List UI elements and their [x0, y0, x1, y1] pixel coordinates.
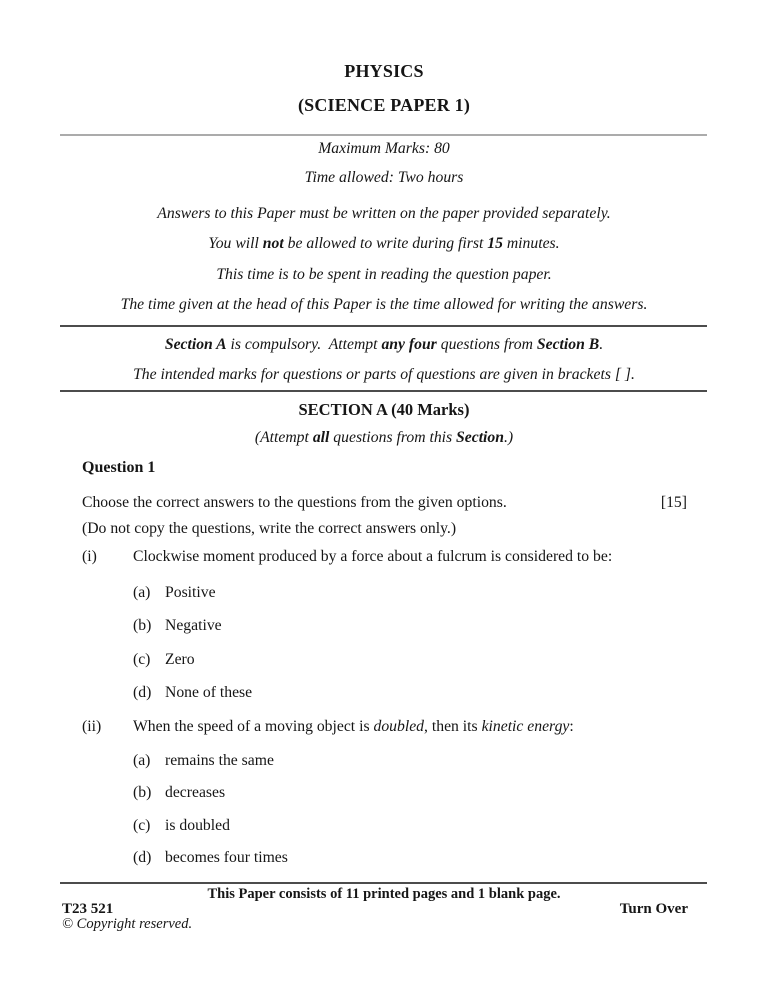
option-ii-a-text: remains the same: [165, 752, 274, 769]
option-ii-b-text: decreases: [165, 784, 226, 801]
divider-preamble: [60, 325, 707, 327]
section-a-heading: SECTION A (40 Marks): [298, 400, 470, 419]
option-ii-d-text: becomes four times: [165, 849, 288, 866]
option-ii-b-label: (b): [133, 784, 152, 801]
preamble-line-time-head: The time given at the head of this Paper is the time allowed for writing the answers.: [120, 296, 648, 313]
rule-line-brackets: The intended marks for questions or parts of questions are given in brackets [ ].: [133, 366, 635, 383]
question-1-heading: Question 1: [82, 459, 156, 476]
subquestion-i-text: Clockwise moment produced by a force about a fulcrum is considered to be:: [133, 548, 613, 565]
option-i-b-label: (b): [133, 617, 152, 634]
option-ii-a-label: (a): [133, 752, 151, 769]
divider-footer: [60, 882, 707, 884]
option-ii-c-label: (c): [133, 817, 151, 834]
paper-code: T23 521: [62, 901, 114, 917]
question-1-note: (Do not copy the questions, write the correct answers only.): [82, 520, 457, 537]
preamble-line-answers: Answers to this Paper must be written on the paper provided separately.: [157, 205, 611, 222]
paper-subtitle: (SCIENCE PAPER 1): [297, 95, 471, 115]
preamble-line-time-allowed: Time allowed: Two hours: [304, 169, 464, 186]
option-ii-c-text: is doubled: [165, 817, 230, 834]
subquestion-ii-number: (ii): [82, 718, 102, 735]
option-ii-d-label: (d): [133, 849, 152, 866]
question-1-marks: [15]: [660, 494, 687, 511]
divider-header: [60, 134, 707, 136]
subquestion-ii-text: When the speed of a moving object is doubled, then its kinetic energy:: [133, 718, 574, 735]
rule-line-sections: Section A is compulsory. Attempt any four questions from Section B.: [164, 336, 604, 353]
subquestion-i-number: (i): [82, 548, 97, 565]
preamble-line-max-marks: Maximum Marks: 80: [318, 140, 450, 157]
option-i-c-label: (c): [133, 651, 151, 668]
copyright-notice: © Copyright reserved.: [62, 916, 193, 932]
divider-rules: [60, 390, 707, 392]
option-i-a-label: (a): [133, 584, 151, 601]
footer-pages-note: This Paper consists of 11 printed pages and 1 blank page.: [207, 886, 561, 902]
section-a-note: (Attempt all questions from this Section.): [254, 429, 514, 446]
turn-over-label: Turn Over: [619, 901, 688, 917]
question-1-instruction: Choose the correct answers to the questions from the given options.: [82, 494, 507, 511]
option-i-b-text: Negative: [165, 617, 222, 634]
preamble-line-first-15: You will not be allowed to write during first 15 minutes.: [208, 235, 560, 252]
option-i-c-text: Zero: [165, 651, 195, 668]
option-i-d-text: None of these: [165, 684, 253, 701]
option-i-d-label: (d): [133, 684, 152, 701]
option-i-a-text: Positive: [165, 584, 216, 601]
preamble-line-reading-time: This time is to be spent in reading the question paper.: [216, 266, 552, 283]
paper-title: PHYSICS: [344, 61, 424, 81]
